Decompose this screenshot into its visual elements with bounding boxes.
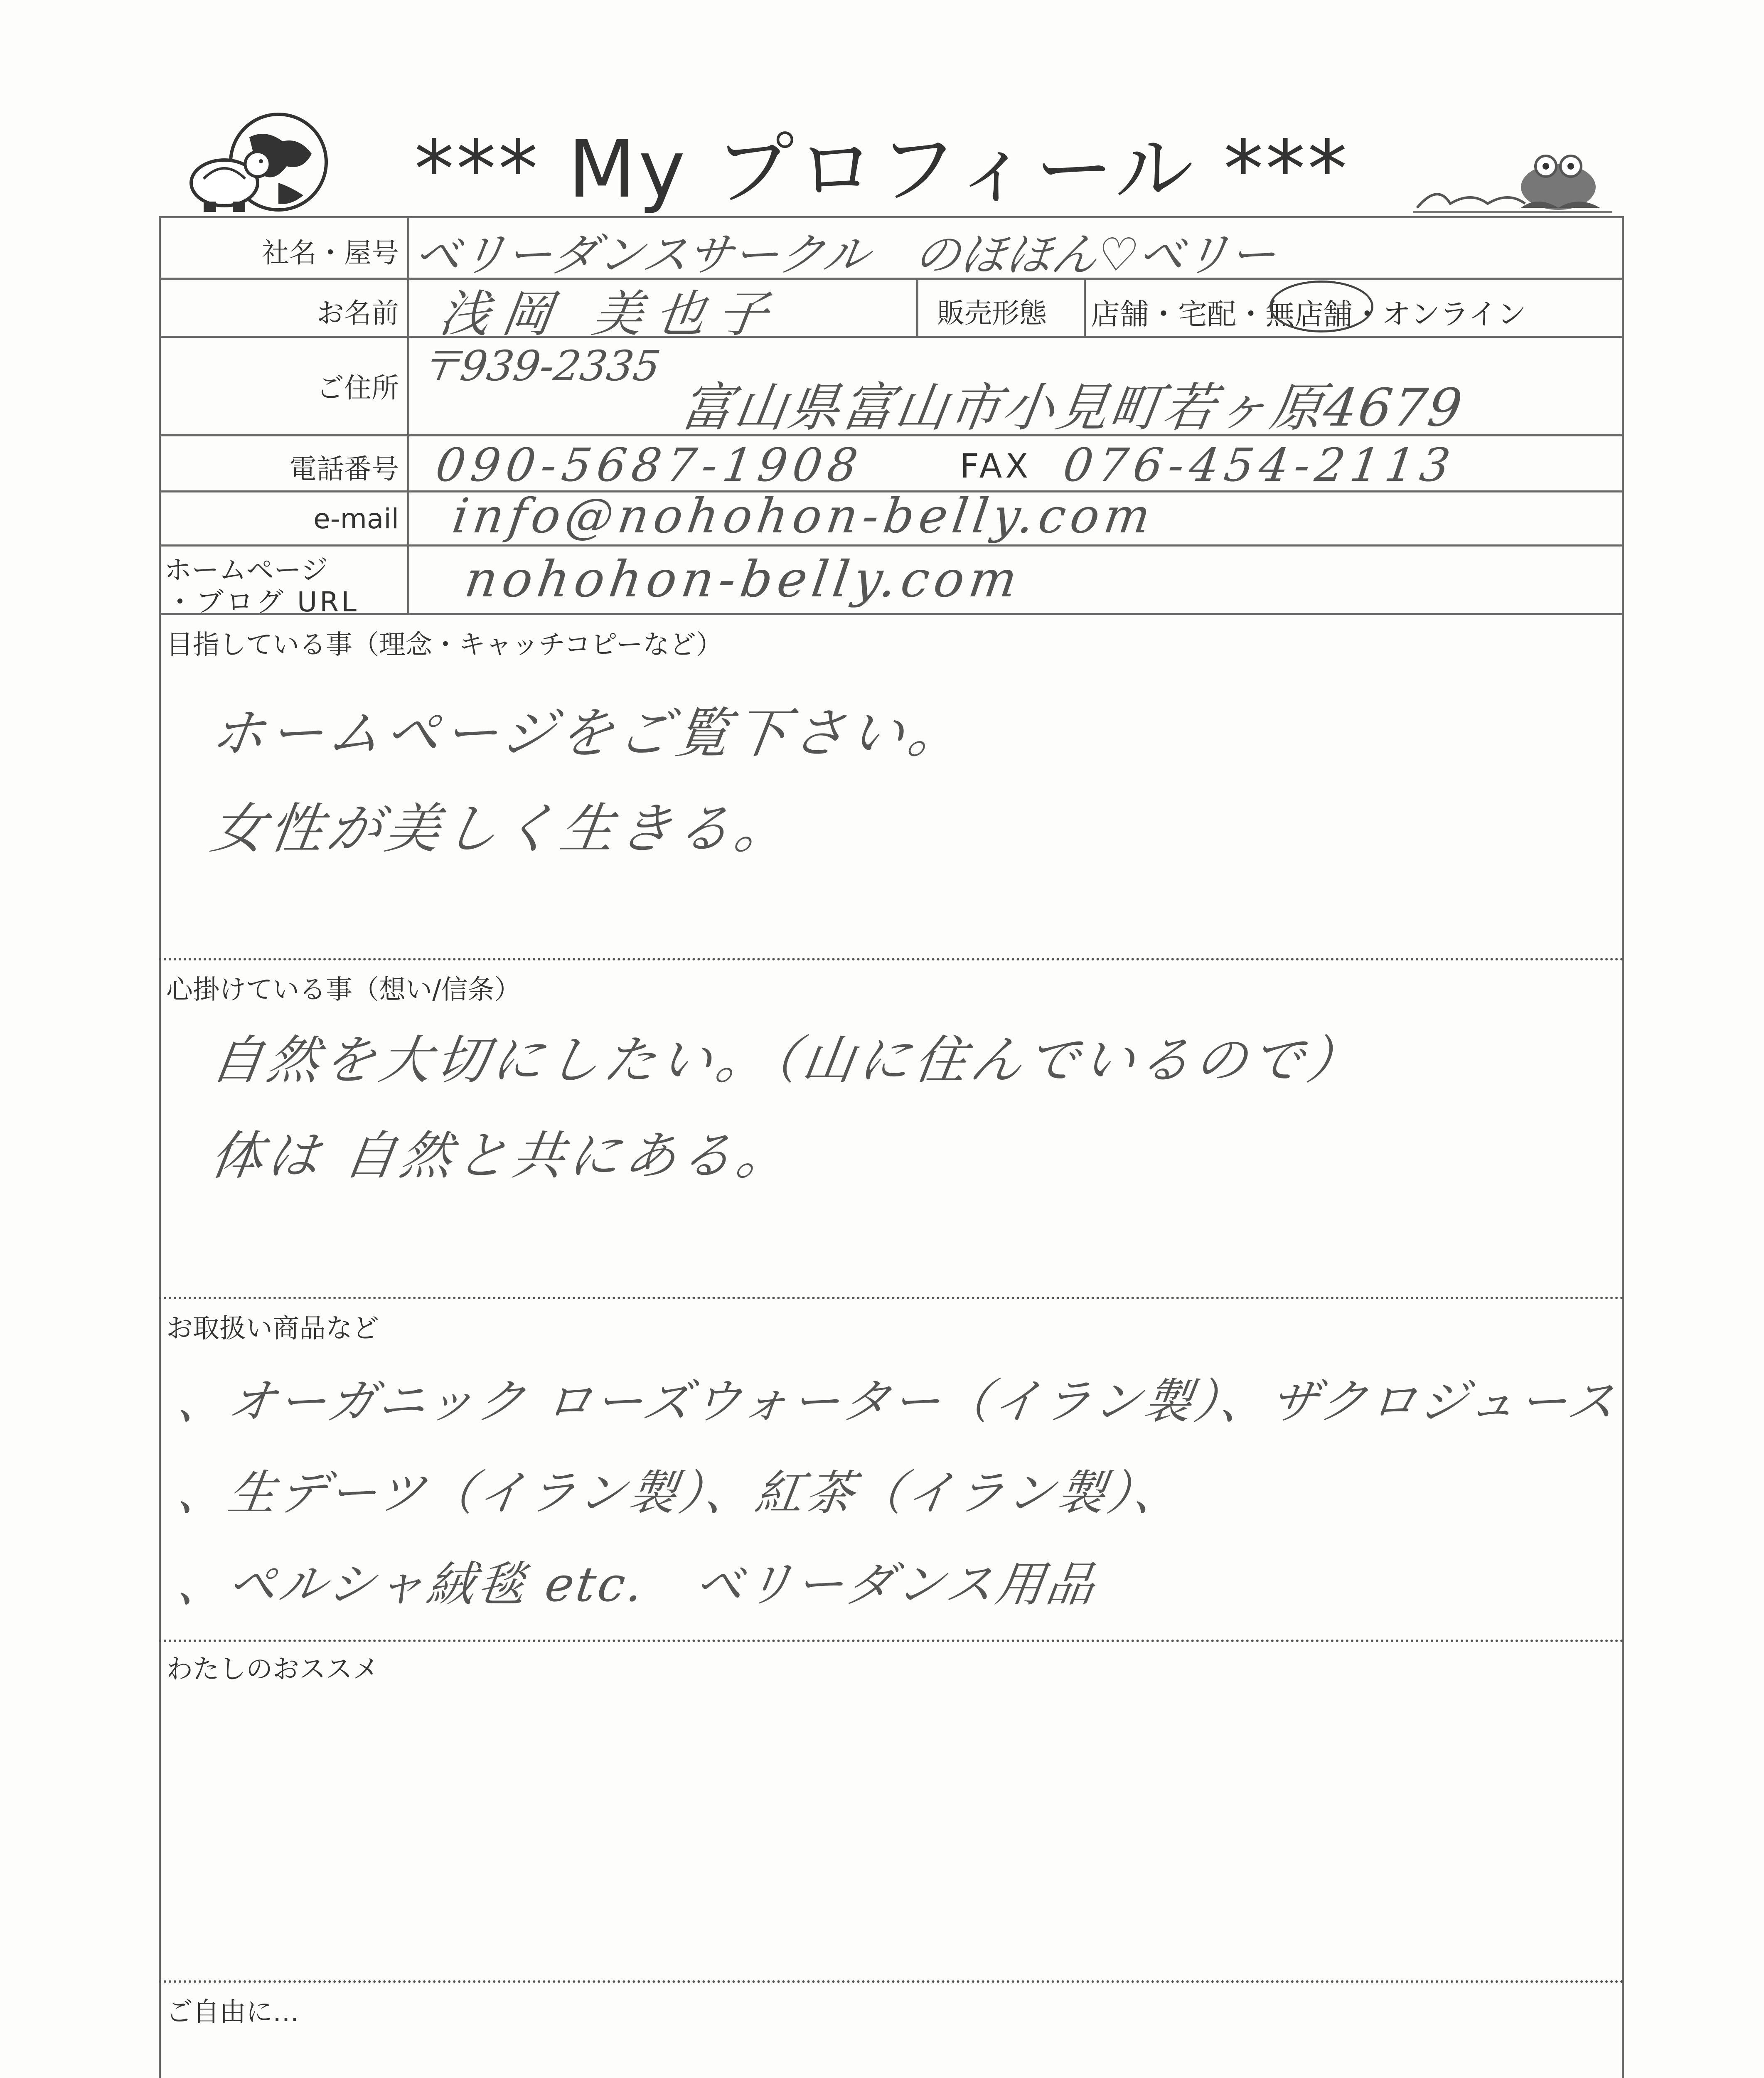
label-column-divider: [407, 216, 409, 613]
company-label: 社名・屋号: [262, 237, 399, 269]
aims-label: 目指している事（理念・キャッチコピーなど）: [166, 630, 723, 660]
email-label: e-mail: [313, 503, 399, 535]
phone-value[interactable]: 090-5687-1908: [433, 438, 867, 492]
sales-form-label: 販売形態: [937, 297, 1047, 329]
mindset-line-1[interactable]: 自然を大切にしたい。（山に住んでいるので）: [207, 1030, 1368, 1091]
fax-label: FAX: [960, 447, 1032, 485]
column-divider: [916, 278, 918, 336]
section-divider: [159, 1980, 1624, 1983]
frog-on-grass-icon: [1413, 141, 1612, 216]
column-divider: [1084, 278, 1086, 336]
products-label: お取扱い商品など: [166, 1313, 379, 1344]
section-divider: [159, 1640, 1624, 1642]
email-value[interactable]: info@nohohon-belly.com: [449, 488, 1159, 544]
homepage-label-line1: ホームページ: [164, 554, 328, 586]
option-no-store[interactable]: 無店舗: [1265, 297, 1353, 331]
phone-label: 電話番号: [289, 453, 399, 485]
page-title: *** My プロフィール ***: [414, 123, 1350, 215]
free-label: ご自由に…: [166, 1997, 299, 2028]
postal-code[interactable]: 〒939-2335: [416, 342, 664, 390]
homepage-value[interactable]: nohohon-belly.com: [461, 551, 1026, 608]
option-delivery[interactable]: 宅配: [1178, 297, 1236, 331]
row-divider: [159, 613, 1624, 615]
mindset-line-2[interactable]: 体は 自然と共にある。: [207, 1126, 797, 1186]
name-value[interactable]: 浅岡 美也子: [435, 286, 784, 343]
homepage-label-line2: ・ブログ URL: [166, 586, 359, 618]
row-divider: [159, 336, 1624, 338]
mindset-label: 心掛けている事（想い/信条）: [166, 975, 521, 1005]
name-label: お名前: [317, 297, 399, 329]
turtle-globe-logo-icon: [179, 112, 328, 216]
recommend-label: わたしのおススメ: [166, 1654, 379, 1685]
section-divider: [159, 1297, 1624, 1299]
aims-line-1[interactable]: ホームページをご覧下さい。: [207, 702, 971, 765]
fax-value[interactable]: 076-454-2113: [1060, 438, 1459, 492]
option-store[interactable]: 店舗: [1091, 297, 1149, 331]
option-online[interactable]: オンライン: [1382, 297, 1526, 331]
section-divider: [159, 958, 1624, 960]
products-line-2[interactable]: 、生デーツ（イラン製）、紅茶（イラン製）、: [174, 1465, 1188, 1521]
products-line-3[interactable]: 、ペルシャ絨毯 etc. ベリーダンス用品: [174, 1557, 1101, 1613]
products-line-1[interactable]: 、オーガニック ローズウォーター（イラン製）、ザクロジュース: [174, 1374, 1622, 1430]
company-value[interactable]: ベリーダンスサークル のほほん♡ベリー: [411, 228, 1279, 281]
address-value[interactable]: 富山県富山市小見町若ヶ原4679: [677, 378, 1467, 438]
aims-line-2[interactable]: 女性が美しく生きる。: [207, 797, 798, 860]
address-label: ご住所: [317, 372, 399, 404]
row-divider: [159, 544, 1624, 547]
sales-form-options[interactable]: 店舗・宅配・無店舗・オンライン: [1091, 297, 1526, 331]
selected-option-circle: [1269, 281, 1373, 332]
